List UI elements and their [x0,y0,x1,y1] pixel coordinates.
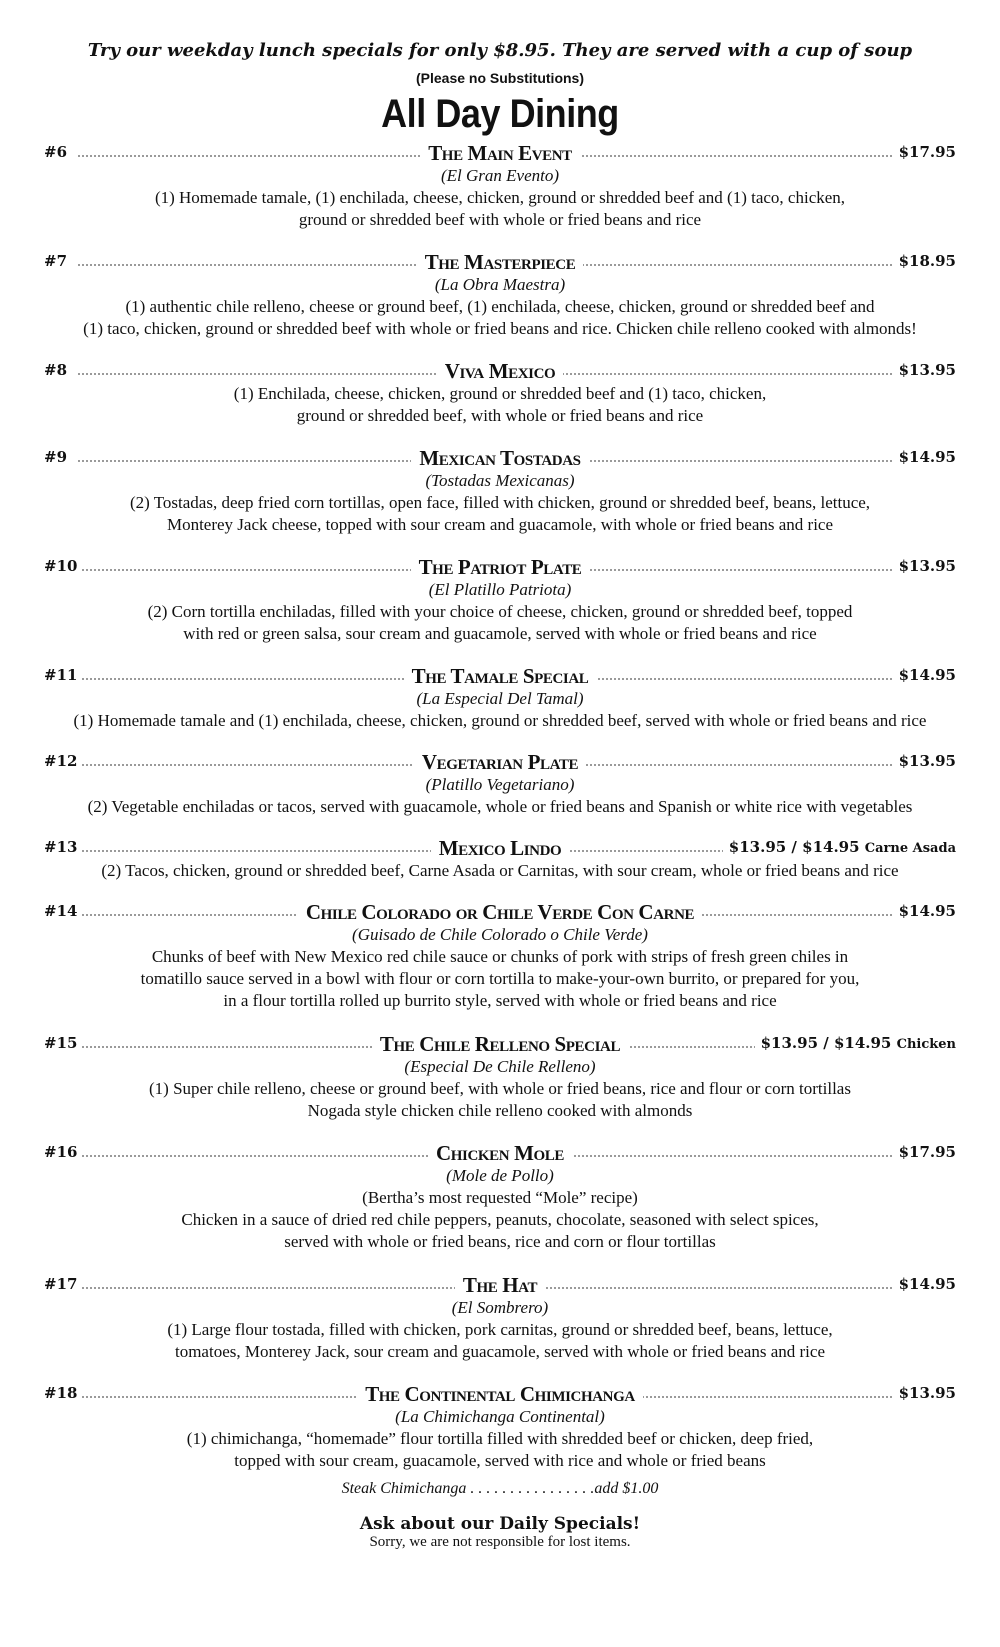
menu-item-header [44,1382,956,1406]
menu-item-spanish-name: (El Sombrero) [451,1298,549,1317]
menu-item-price-box [893,1384,956,1402]
menu-item-price-note: Chicken [896,1037,956,1052]
menu-item-price-box [893,252,956,270]
menu-item-header [44,555,956,579]
menu-item-header [44,1273,956,1297]
menu-item-price-note: Carne Asada [864,841,956,856]
menu-item-price-box [893,1143,956,1161]
menu-item-spanish-name: (El Platillo Patriota) [428,580,572,599]
menu-item-spanish-name: (Especial De Chile Relleno) [404,1057,596,1076]
menu-item-price: $13.95 / $14.95 [728,838,860,856]
menu-item-price: $13.95 [898,1384,956,1402]
daily-specials-note: Ask about our Daily Specials! [359,1514,641,1534]
menu-item-header [44,750,956,774]
menu-item-description-line: (2) Tostadas, deep fried corn tortillas, open face, filled with chicken, ground or shredded beef, beans, lettuce, [129,493,871,512]
menu-item-name: The Main Event [420,141,580,165]
menu-item-header [44,1141,956,1165]
menu-item-price-box [893,752,956,770]
menu-item-description-line: (1) Super chile relleno, cheese or ground beef, with whole or fried beans, rice and flour or corn tortillas [149,1079,851,1098]
menu-item-name: The Tamale Special [404,664,597,688]
menu-item-description-line: (1) Homemade tamale, (1) enchilada, cheese, chicken, ground or shredded beef and (1) taco, chicken, [154,188,846,207]
menu-item-number: #18 [44,1384,81,1402]
lunch-special-promo: Try our weekday lunch specials for only $8.95. They are served with a cup of soup [87,40,913,61]
disclaimer: Sorry, we are not responsible for lost items. [369,1534,631,1550]
menu-item-price: $14.95 [898,902,956,920]
menu-item [44,1273,956,1363]
menu-item [44,836,956,882]
menu-item-number: #9 [44,448,71,466]
menu-item-description-line: Nogada style chicken chile relleno cooked with almonds [307,1101,693,1120]
menu-item-name: The Hat [455,1273,545,1297]
menu-item-price: $14.95 [898,1275,956,1293]
menu-item [44,1382,956,1472]
menu-item-description-line: Chicken in a sauce of dried red chile peppers, peanuts, chocolate, seasoned with select spices, [181,1210,819,1229]
menu-item-description-line: (1) Homemade tamale and (1) enchilada, cheese, chicken, ground or shredded beef, served with whole or fried beans and rice [73,711,927,730]
menu-item-number: #12 [44,752,81,770]
menu-item-price: $14.95 [898,448,956,466]
menu-item-header [44,141,956,165]
menu-item-number: #16 [44,1143,81,1161]
menu-item [44,359,956,427]
menu-item [44,250,956,340]
menu-item-description-line: tomatillo sauce served in a bowl with flour or corn tortilla to make-your-own burrito, or prepared for you, [140,969,860,988]
steak-chimichanga-addon: Steak Chimichanga . . . . . . . . . . . . . . . .add $1.00 [341,1480,659,1497]
menu-item-number: #10 [44,557,81,575]
menu-item-number: #11 [44,666,81,684]
menu-item-description-line: (1) Large flour tostada, filled with chicken, pork carnitas, ground or shredded beef, beans, lettuce, [167,1320,833,1339]
menu-item-header [44,446,956,470]
menu-item-price-box [893,902,956,920]
menu-item-description-line: (1) authentic chile relleno, cheese or ground beef, (1) enchilada, cheese, chicken, ground or shredded beef and [125,297,875,316]
menu-item-price-box [893,143,956,161]
menu-item-price: $17.95 [898,1143,956,1161]
menu-item [44,1032,956,1122]
menu-item-description-line: (1) Enchilada, cheese, chicken, ground or shredded beef and (1) taco, chicken, [233,384,767,403]
menu-item-number: #17 [44,1275,81,1293]
menu-item-description-line: with red or green salsa, sour cream and guacamole, served with whole or fried beans and rice [183,624,817,643]
menu-item-description-line: topped with sour cream, guacamole, served with rice and whole or fried beans [234,1451,766,1470]
menu-item-description-line: Chunks of beef with New Mexico red chile sauce or chunks of pork with strips of fresh green chiles in [151,947,849,966]
menu-item-spanish-name: (La Obra Maestra) [434,275,566,294]
menu-item-number: #6 [44,143,71,161]
menu-item-name: The Masterpiece [417,250,584,274]
menu-item-description-line: Monterey Jack cheese, topped with sour cream and guacamole, with whole or fried beans and rice [166,515,834,534]
menu-item-header [44,900,956,924]
menu-item-price: $13.95 [898,557,956,575]
menu-item [44,664,956,732]
menu-item-name: Mexico Lindo [431,836,570,860]
menu-item-name: Viva Mexico [437,359,564,383]
menu-item [44,141,956,231]
menu-item-header [44,836,956,860]
menu-item-header [44,250,956,274]
menu-item-spanish-name: (La Chimichanga Continental) [395,1407,605,1426]
menu-item-price: $13.95 [898,752,956,770]
menu-item-description-line: (2) Tacos, chicken, ground or shredded beef, Carne Asada or Carnitas, with sour cream, whole or fried beans and rice [101,861,899,880]
menu-item-price: $17.95 [898,143,956,161]
menu-item-name: The Chile Relleno Special [372,1032,628,1056]
menu-item-number: #15 [44,1034,81,1052]
menu-item-name: Mexican Tostadas [411,446,588,470]
menu-item-description-line: served with whole or fried beans, rice and corn or flour tortillas [284,1232,716,1251]
menu-item-price-box [893,1275,956,1293]
menu-item-description-line: ground or shredded beef with whole or fried beans and rice [298,210,702,229]
menu-item-description-line: ground or shredded beef, with whole or fried beans and rice [296,406,704,425]
menu-item-number: #14 [44,902,81,920]
menu-item-spanish-name: (Mole de Pollo) [446,1166,554,1185]
menu-item-name: The Continental Chimichanga [357,1382,643,1406]
menu-item-name: Chile Colorado or Chile Verde Con Carne [298,900,702,924]
menu-item-price: $14.95 [898,666,956,684]
menu-item-description-line: (1) chimichanga, “homemade” flour tortilla filled with shredded beef or chicken, deep fried, [186,1429,814,1448]
menu-item-price-box [893,361,956,379]
menu-item [44,750,956,818]
menu-item-number: #13 [44,838,81,856]
menu-item-price-box [893,448,956,466]
menu-item-spanish-name: (Platillo Vegetariano) [425,775,575,794]
menu-item-header [44,359,956,383]
menu-item-price-box [893,557,956,575]
menu-item [44,900,956,1012]
menu-item-description-line: (2) Vegetable enchiladas or tacos, served with guacamole, whole or fried beans and Spanish or white rice with vegetables [87,797,913,816]
menu-item-price: $13.95 / $14.95 [760,1034,892,1052]
menu-item-number: #8 [44,361,71,379]
menu-item-spanish-name: (El Gran Evento) [440,166,560,185]
menu-item-spanish-name: (Tostadas Mexicanas) [425,471,575,490]
menu-item-price-box [893,666,956,684]
menu-item-description-line: (2) Corn tortilla enchiladas, filled with your choice of cheese, chicken, ground or shredded beef, topped [147,602,853,621]
menu-item-header [44,1032,956,1056]
menu-item [44,555,956,645]
menu-item-header [44,664,956,688]
menu-item-description-line: tomatoes, Monterey Jack, sour cream and guacamole, served with whole or fried beans and rice [174,1342,825,1361]
menu-item [44,1141,956,1253]
menu-item-price: $18.95 [898,252,956,270]
no-substitutions-note: (Please no Substitutions) [415,70,584,86]
menu-item-name: Chicken Mole [428,1141,572,1165]
menu-item-description-line: (Bertha’s most requested “Mole” recipe) [362,1188,638,1207]
menu-item-name: The Patriot Plate [411,555,590,579]
menu-item-spanish-name: (Guisado de Chile Colorado o Chile Verde) [352,925,648,944]
menu-item-spanish-name: (La Especial Del Tamal) [416,689,584,708]
menu-item-price-box [755,1034,956,1052]
menu-item-name: Vegetarian Plate [414,750,586,774]
menu-item-number: #7 [44,252,71,270]
menu-item-description-line: in a flour tortilla rolled up burrito style, served with whole or fried beans and rice [223,991,777,1010]
menu-item-price-box [723,838,956,856]
page-title: All Day Dining [381,92,619,136]
menu-item-price: $13.95 [898,361,956,379]
menu-item-description-line: (1) taco, chicken, ground or shredded beef with whole or fried beans and rice. Chicken chile relleno cooked with almonds! [83,319,917,338]
menu-item [44,446,956,536]
